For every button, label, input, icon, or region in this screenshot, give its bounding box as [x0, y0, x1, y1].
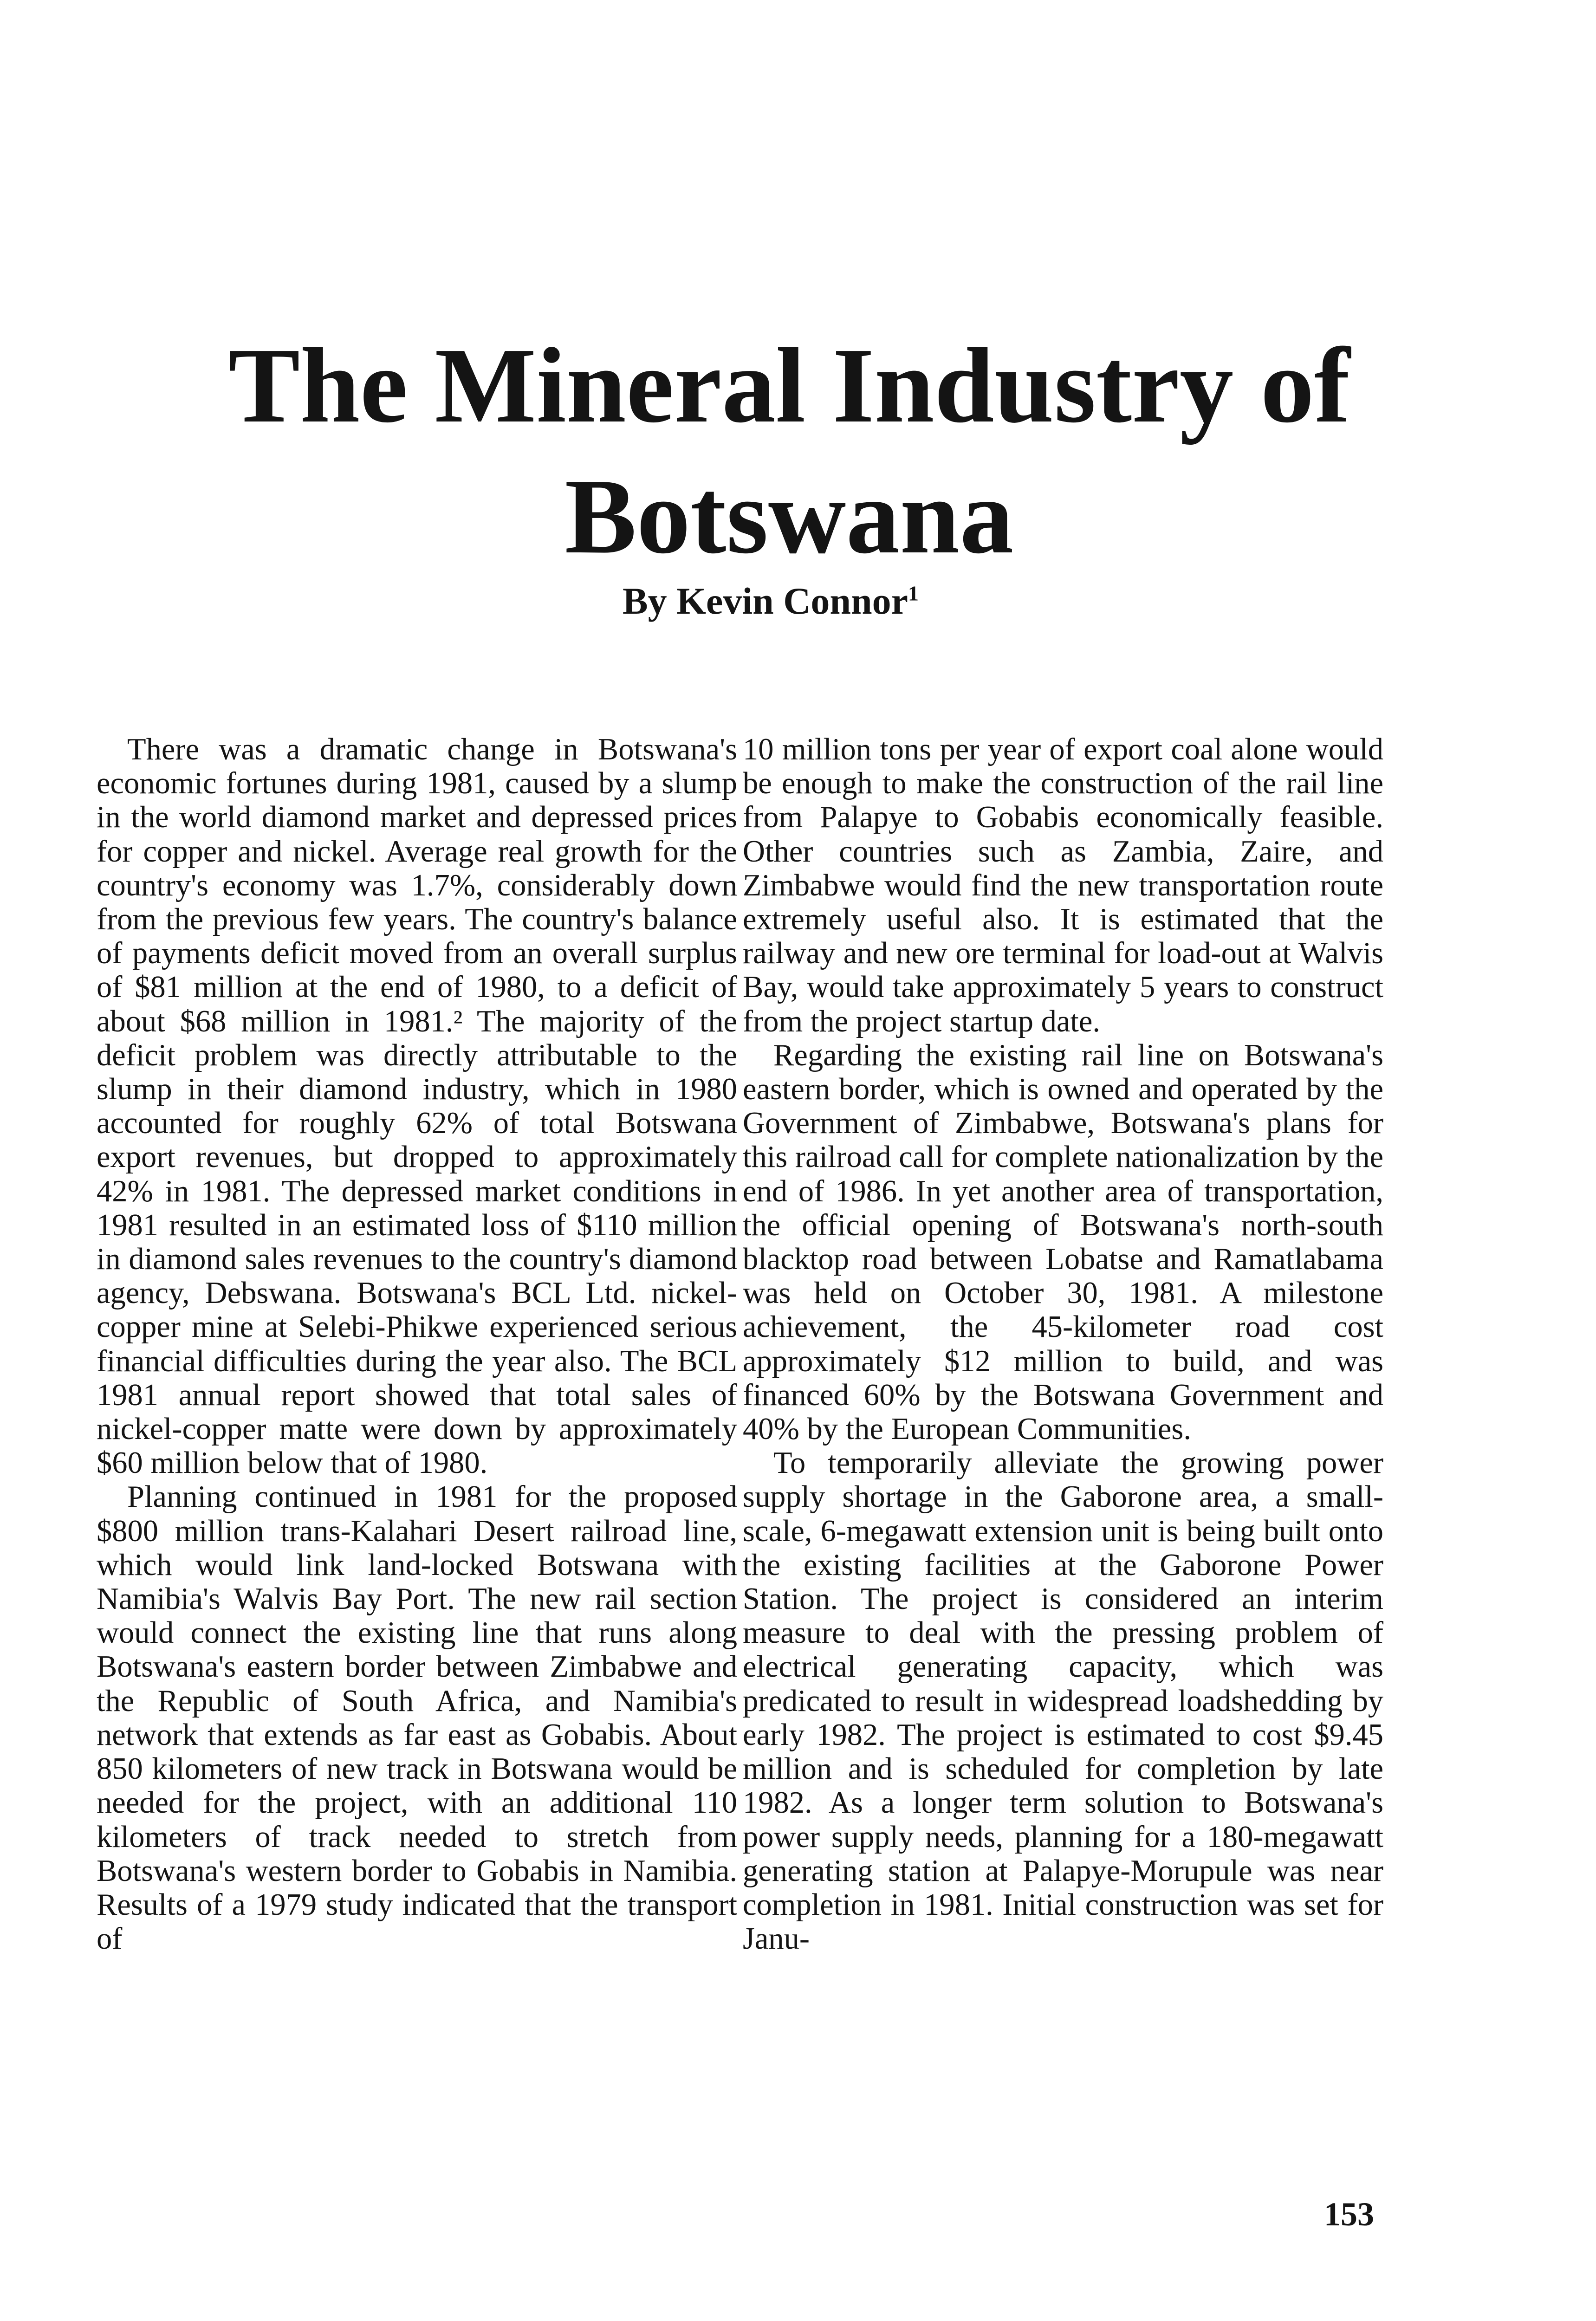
title-line-2: Botswana — [564, 457, 1014, 576]
footnote-marker: 1 — [908, 581, 919, 605]
right-column — [743, 733, 1383, 1956]
page-number: 153 — [1324, 2196, 1374, 2233]
paragraph: 10 million tons per year of export coal alone would be enough to make the construction of the rail line from Palapye to Gobabis economically feasible. Other countries such as Zambia, Zaire, and Zimbabwe would find the new transportation route extremely useful also. It is estimated that the railway and new ore terminal for load-out at Walvis Bay, would take approximately 5 years to construct from the project startup date. — [743, 733, 1383, 1038]
paragraph: Regarding the existing rail line on Botswana's eastern border, which is owned and operated by the Government of Zimbabwe, Botswana's plans for this railroad call for complete nationalization by the end of 1986. In yet another area of transportation, the official opening of Botswana's north-south blacktop road between Lobatse and Ramatlabama was held on October 30, 1981. A milestone achievement, the 45-kilometer road cost approximately $12 million to build, and was financed 60% by the Botswana Government and 40% by the European Communities. — [743, 1038, 1383, 1446]
paragraph: Planning continued in 1981 for the proposed $800 million trans-Kalahari Desert railroad line, which would link land-locked Botswana with Namibia's Walvis Bay Port. The new rail section would connect the existing line that runs along Botswana's eastern border between Zimbabwe and the Republic of South Africa, and Namibia's network that extends as far east as Gobabis. About 850 kilometers of new track in Botswana would be needed for the project, with an additional 110 kilometers of track needed to stretch from Botswana's western border to Gobabis in Namibia. Results of a 1979 study indicated that the transport of — [97, 1480, 737, 1956]
article-title — [93, 320, 1486, 582]
paragraph: To temporarily alleviate the growing power supply shortage in the Gaborone area, a small-scale, 6-megawatt extension unit is being built onto the existing facilities at the Gaborone Power Station. The project is considered an interim measure to deal with the pressing problem of electrical generating capacity, which was predicated to result in widespread loadshedding by early 1982. The project is estimated to cost $9.45 million and is scheduled for completion by late 1982. As a longer term solution to Botswana's power supply needs, planning for a 180-megawatt generating station at Palapye-Morupule was near completion in 1981. Initial construction was set for Janu- — [743, 1446, 1383, 1956]
byline — [538, 578, 1003, 624]
left-column — [97, 733, 737, 1956]
author-name: By Kevin Connor — [622, 580, 908, 622]
title-line-1: The Mineral Industry of — [228, 326, 1350, 445]
paragraph: There was a dramatic change in Botswana's economic fortunes during 1981, caused by a slump in the world diamond market and depressed prices for copper and nickel. Average real growth for the country's economy was 1.7%, considerably down from the previous few years. The country's balance of payments deficit moved from an overall surplus of $81 million at the end of 1980, to a deficit of about $68 million in 1981.² The majority of the deficit problem was directly attributable to the slump in their diamond industry, which in 1980 accounted for roughly 62% of total Botswana export revenues, but dropped to approximately 42% in 1981. The depressed market conditions in 1981 resulted in an estimated loss of $110 million in diamond sales revenues to the country's diamond agency, Debswana. Botswana's BCL Ltd. nickel-copper mine at Selebi-Phikwe experienced serious financial difficulties during the year also. The BCL 1981 annual report showed that total sales of nickel-copper matte were down by approximately $60 million below that of 1980. — [97, 733, 737, 1480]
